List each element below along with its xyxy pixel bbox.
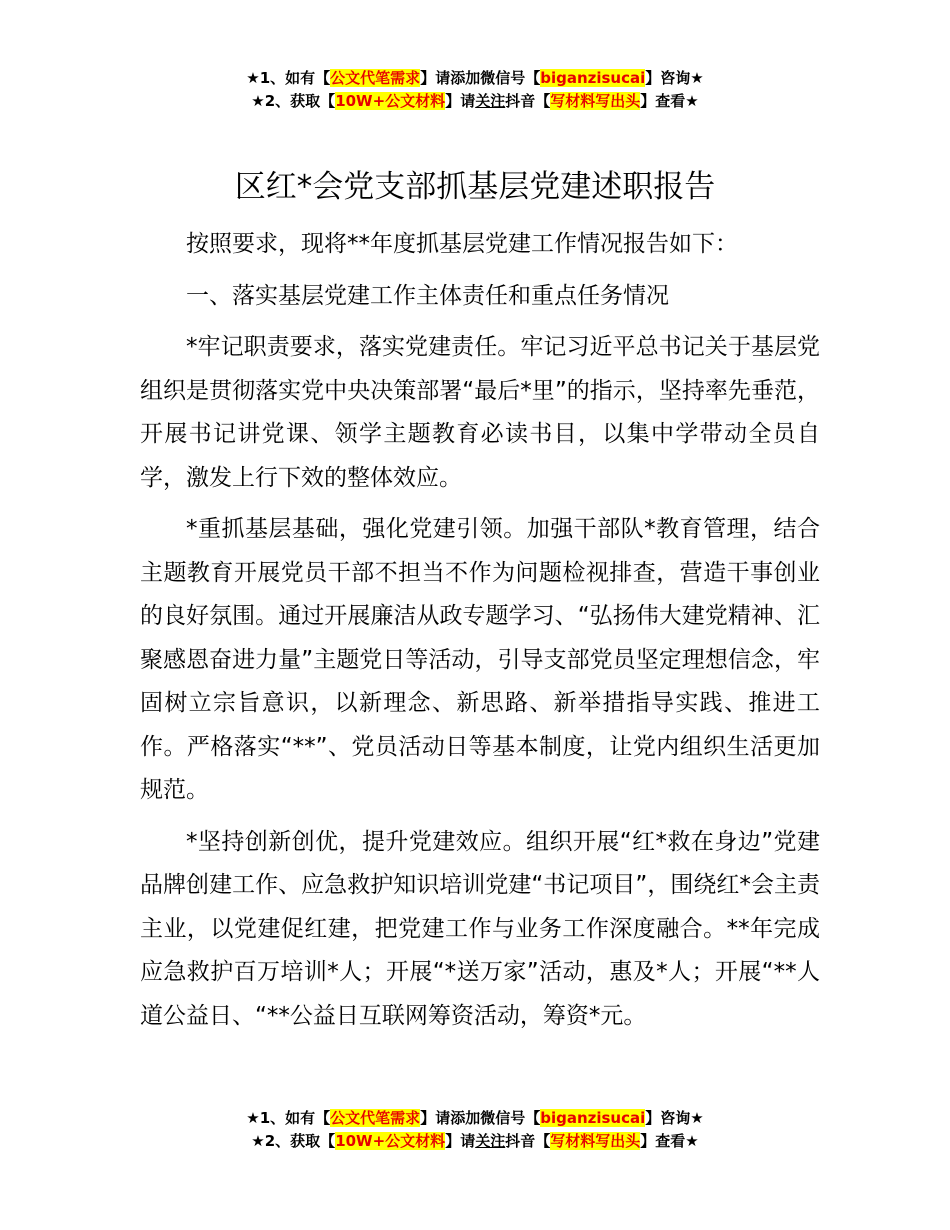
- banner-text: 抖音【: [505, 1132, 551, 1150]
- banner-line-1: [0, 67, 950, 90]
- header-banner: [0, 67, 950, 113]
- banner-text: ★1、如有【: [246, 1109, 331, 1127]
- banner-text: 】请: [445, 1132, 476, 1150]
- highlight-douyin-account: 写材料写出头: [550, 1132, 641, 1150]
- banner-line-2: [0, 90, 950, 113]
- banner-line-1: [0, 1107, 950, 1130]
- banner-text: ★1、如有【: [246, 69, 331, 87]
- highlight-wechat-id: biganzisucai: [540, 69, 646, 87]
- highlight-douyin-account: 写材料写出头: [550, 92, 641, 110]
- highlight-wechat-id: biganzisucai: [540, 1109, 646, 1127]
- body-paragraph: *坚持创新创优，提升党建效应。组织开展“红*救在身边”党建品牌创建工作、应急救护知识培训党建“书记项目”，围绕红*会主责主业，以党建促红建，把党建工作与业务工作深度融合。**年完成应急救护百万培训*人；开展“*送万家”活动，惠及*人；开展“**人道公益日、“**公益日互联网筹资活动，筹资*元。: [140, 828, 820, 1029]
- banner-text: 】查看★: [640, 92, 699, 110]
- banner-text: 】查看★: [640, 1132, 699, 1150]
- highlight-ghostwriting: 公文代笔需求: [330, 1109, 421, 1127]
- banner-text: 】咨询★: [645, 69, 704, 87]
- banner-text: 抖音【: [505, 92, 551, 110]
- body-paragraph: *牢记职责要求，落实党建责任。牢记习近平总书记关于基层党组织是贯彻落实党中央决策部署“最后*里”的指示，坚持率先垂范，开展书记讲党课、领学主题教育必读书目，以集中学带动全员自学，激发上行下效的整体效应。: [140, 334, 820, 491]
- banner-text: 】咨询★: [645, 1109, 704, 1127]
- footer-banner: [0, 1107, 950, 1153]
- banner-text: ★2、获取【: [251, 1132, 336, 1150]
- document-title: 区红*会党支部抓基层党建述职报告: [234, 169, 716, 205]
- body-paragraph: *重抓基层基础，强化党建引领。加强干部队*教育管理，结合主题教育开展党员干部不担当不作为问题检视排查，营造干事创业的良好氛围。通过开展廉洁从政专题学习、“弘扬伟大建党精神、汇聚感恩奋进力量”主题党日等活动，引导支部党员坚定理想信念，牢固树立宗旨意识，以新理念、新思路、新举措指导实践、推进工作。严格落实“**”、党员活动日等基本制度，让党内组织生活更加规范。: [140, 516, 820, 803]
- banner-text: 】请: [445, 92, 476, 110]
- banner-text: ★2、获取【: [251, 92, 336, 110]
- highlight-ghostwriting: 公文代笔需求: [330, 69, 421, 87]
- underlined-follow: 关注: [475, 92, 506, 110]
- underlined-follow: 关注: [475, 1132, 506, 1150]
- highlight-materials: 10W+公文材料: [335, 92, 446, 110]
- banner-line-2: [0, 1130, 950, 1153]
- highlight-materials: 10W+公文材料: [335, 1132, 446, 1150]
- section-heading: 一、落实基层党建工作主体责任和重点任务情况: [186, 282, 669, 309]
- intro-paragraph: 按照要求，现将**年度抓基层党建工作情况报告如下：: [186, 231, 738, 257]
- banner-text: 】请添加微信号【: [420, 1109, 541, 1127]
- banner-text: 】请添加微信号【: [420, 69, 541, 87]
- document-body: [140, 223, 820, 1038]
